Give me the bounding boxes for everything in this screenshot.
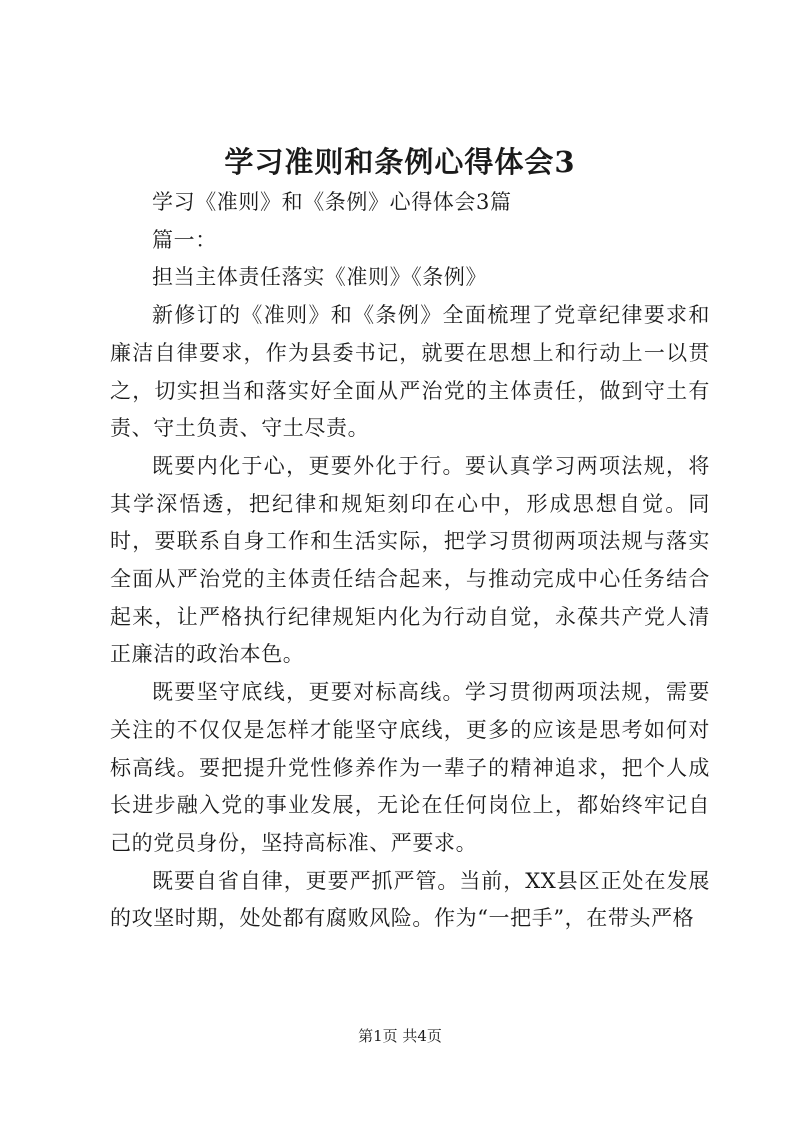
page-footer: 第1页 共4页 xyxy=(358,1027,442,1045)
body-paragraph: 既要坚守底线，更要对标高线。学习贯彻两项法规，需要关注的不仅仅是怎样才能坚守底线，更多的应该是思考如何对标高线。要把提升党性修养作为一辈子的精神追求，把个人成长进步融入党的事业发展，无论在任何岗位上，都始终牢记自己的党员身份，坚持高标准、严要求。 xyxy=(110,680,710,855)
body-paragraph: 既要内化于心，更要外化于行。要认真学习两项法规，将其学深悟透，把纪律和规矩刻印在心中，形成思想自觉。同时，要联系自身工作和生活实际，把学习贯彻两项法规与落实全面从严治党的主体责任结合起来，与推动完成中心任务结合起来，让严格执行纪律规矩内化为行动自觉，永葆共产党人清正廉洁的政治本色。 xyxy=(110,453,710,667)
article-heading: 担当主体责任落实《准则》《条例》 xyxy=(152,265,488,290)
subtitle-paragraph: 学习《准则》和《条例》心得体会3篇 xyxy=(152,190,512,214)
document-body xyxy=(110,184,710,938)
body-paragraph: 既要自省自律，更要严抓严管。当前，XX县区正处在发展的攻坚时期，处处都有腐败风险。作为“一把手”，在带头严格 xyxy=(110,868,710,931)
section-heading: 篇一： xyxy=(152,227,217,252)
document-title: 学习准则和条例心得体会3 xyxy=(224,145,576,179)
body-paragraph: 新修订的《准则》和《条例》全面梳理了党章纪律要求和廉洁自律要求，作为县委书记，就要在思想上和行动上一以贯之，切实担当和落实好全面从严治党的主体责任，做到守土有责、守土负责、守土尽责。 xyxy=(110,303,710,441)
